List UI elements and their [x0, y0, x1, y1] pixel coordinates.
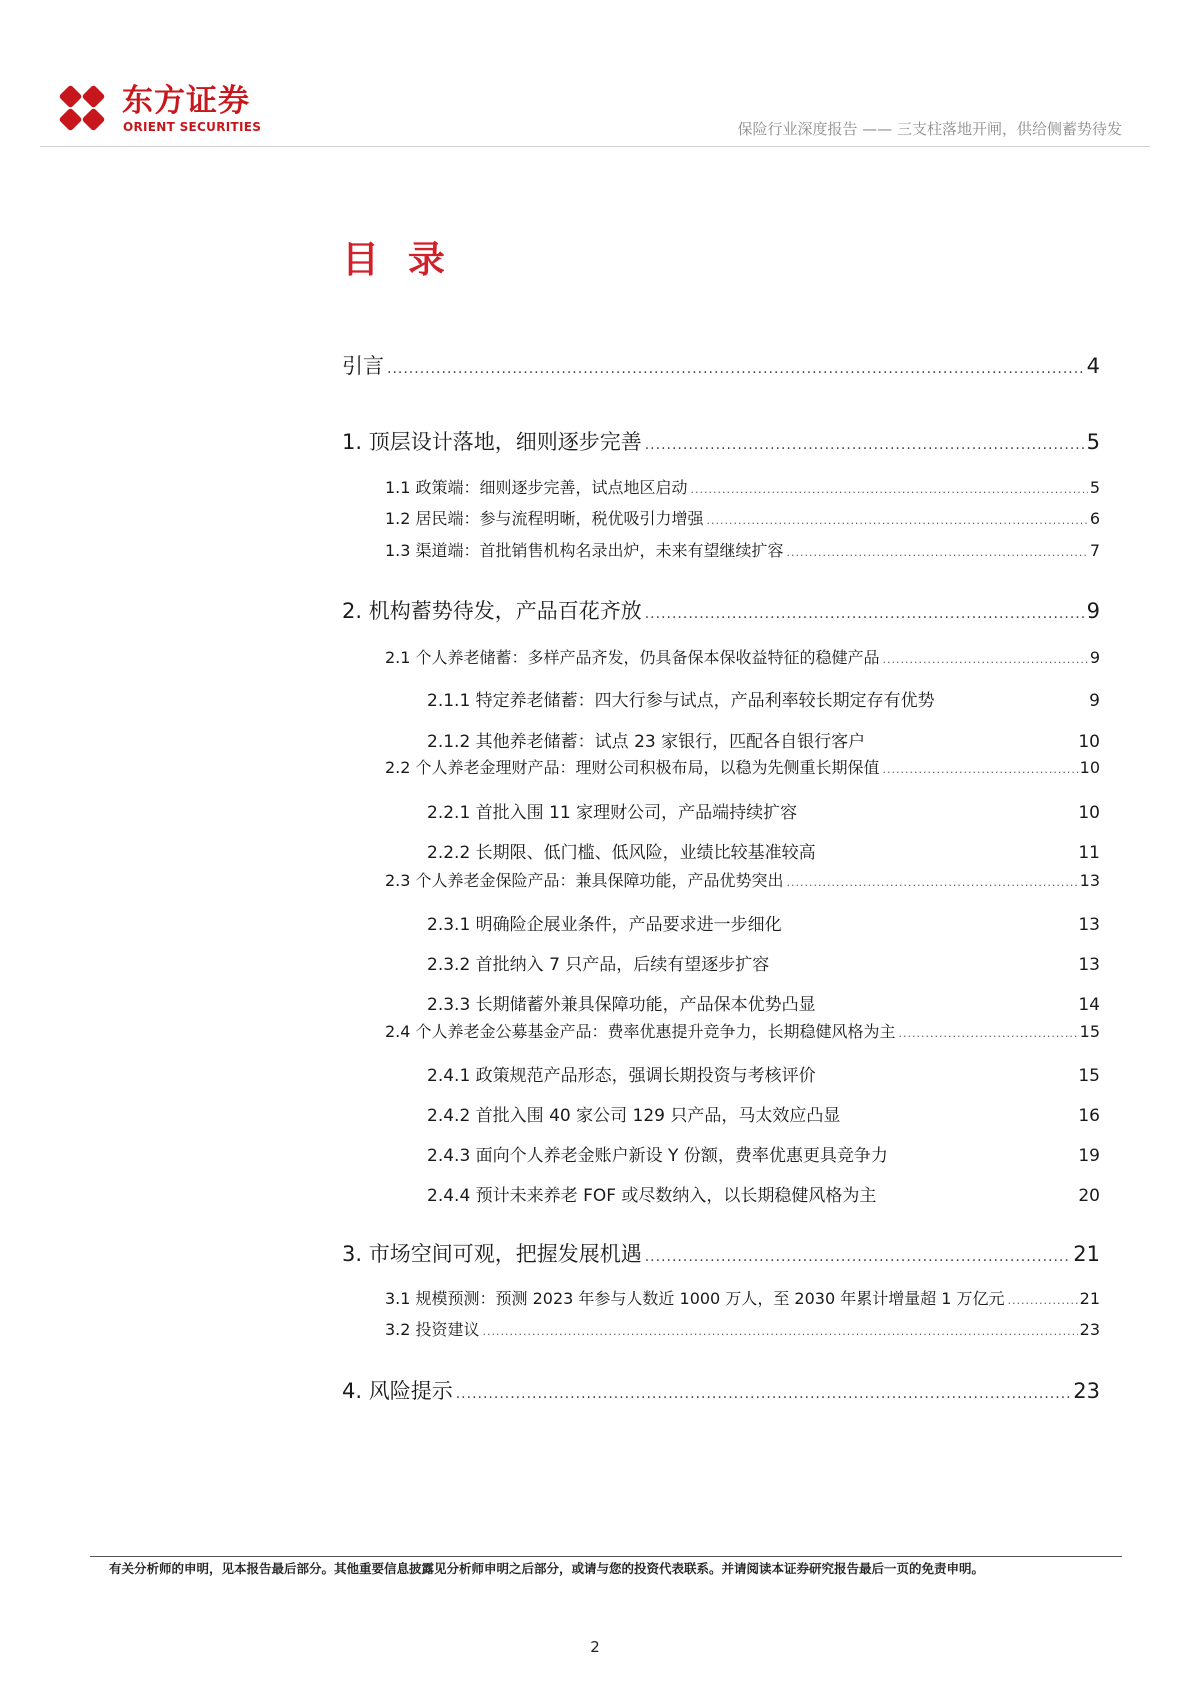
toc-leader-dots — [645, 606, 1085, 622]
header-divider — [40, 146, 1150, 147]
toc-entry-label: 3. 市场空间可观，把握发展机遇 — [342, 1242, 642, 1266]
toc-leader-dots — [787, 546, 1088, 559]
toc-entry-page: 13 — [1078, 915, 1100, 935]
toc-entry-label: 1.3 渠道端：首批销售机构名录出炉，未来有望继续扩容 — [385, 541, 784, 560]
toc-entry[interactable] — [342, 1375, 1100, 1403]
toc-leader-dots — [645, 1249, 1072, 1265]
logo-name-en: ORIENT SECURITIES — [123, 120, 262, 134]
toc-entry-page: 9 — [1089, 648, 1100, 667]
toc-entry-label: 1.1 政策端：细则逐步完善，试点地区启动 — [385, 478, 688, 497]
toc-entry-label: 2.4.1 政策规范产品形态，强调长期投资与考核评价 — [427, 1066, 816, 1086]
toc-title: 目 录 — [342, 238, 453, 281]
footer-disclaimer: 有关分析师的申明，见本报告最后部分。其他重要信息披露见分析师申明之后部分，或请与您的投资代表联系。并请阅读本证券研究报告最后一页的免责申明。 — [109, 1561, 985, 1576]
toc-entry-page: 15 — [1078, 1066, 1100, 1086]
toc-entry[interactable] — [427, 910, 1100, 938]
toc-entry[interactable] — [342, 1238, 1100, 1266]
toc-entry-label: 2.2 个人养老金理财产品：理财公司积极布局，以稳为先侧重长期保值 — [385, 758, 880, 777]
toc-entry[interactable] — [427, 1061, 1100, 1089]
toc-entry-label: 2.4.4 预计未来养老 FOF 或尽数纳入，以长期稳健风格为主 — [427, 1186, 877, 1206]
toc-leader-dots — [456, 1386, 1072, 1402]
toc-entry-page: 10 — [1078, 803, 1100, 823]
toc-entry[interactable] — [427, 838, 1100, 866]
toc-entry[interactable] — [427, 798, 1100, 826]
toc-entry-page: 7 — [1089, 541, 1100, 560]
toc-entry-page: 16 — [1078, 1106, 1100, 1126]
toc-entry-label: 2.2.1 首批入围 11 家理财公司，产品端持续扩容 — [427, 803, 798, 823]
toc-entry-page: 23 — [1079, 1320, 1100, 1339]
toc-entry-page: 10 — [1078, 732, 1100, 752]
toc-entry-label: 2.3 个人养老金保险产品：兼具保障功能，产品优势突出 — [385, 871, 784, 890]
toc-entry[interactable] — [427, 1181, 1100, 1209]
toc-entry-label: 2.4 个人养老金公募基金产品：费率优惠提升竞争力，长期稳健风格为主 — [385, 1022, 896, 1041]
toc-entry-label: 4. 风险提示 — [342, 1379, 453, 1403]
toc-entry[interactable] — [385, 1317, 1100, 1345]
toc-entry[interactable] — [385, 506, 1100, 534]
toc-entry[interactable] — [385, 1286, 1100, 1314]
toc-entry[interactable] — [385, 868, 1100, 896]
toc-entry[interactable] — [427, 950, 1100, 978]
toc-leader-dots — [707, 514, 1088, 527]
toc-entry-page: 6 — [1089, 509, 1100, 528]
toc-entry-label: 2. 机构蓄势待发，产品百花齐放 — [342, 599, 642, 623]
toc-entry-label: 2.1.1 特定养老储蓄：四大行参与试点，产品利率较长期定存有优势 — [427, 691, 935, 711]
toc-entry[interactable] — [342, 595, 1100, 623]
toc-entry[interactable] — [427, 1141, 1100, 1169]
page-number: 2 — [590, 1638, 600, 1656]
toc-entry-page: 5 — [1086, 430, 1100, 454]
toc-entry-page: 21 — [1073, 1242, 1100, 1266]
toc-entry[interactable] — [385, 645, 1100, 673]
toc-entry-page: 14 — [1078, 995, 1100, 1015]
toc-entry-page: 13 — [1078, 955, 1100, 975]
toc-entry[interactable] — [385, 755, 1100, 783]
toc-entry[interactable] — [385, 538, 1100, 566]
toc-entry-label: 2.3.1 明确险企展业条件，产品要求进一步细化 — [427, 915, 782, 935]
toc-leader-dots — [1008, 1294, 1078, 1307]
toc-entry-label: 3.2 投资建议 — [385, 1320, 480, 1339]
toc-entry-label: 1.2 居民端：参与流程明晰，税优吸引力增强 — [385, 509, 704, 528]
toc-entry-label: 2.4.2 首批入围 40 家公司 129 只产品，马太效应凸显 — [427, 1106, 841, 1126]
toc-entry[interactable] — [342, 350, 1100, 378]
toc-entry[interactable] — [385, 475, 1100, 503]
toc-entry-label: 1. 顶层设计落地，细则逐步完善 — [342, 430, 642, 454]
toc-entry-page: 21 — [1079, 1289, 1100, 1308]
toc-entry[interactable] — [427, 1101, 1100, 1129]
toc-entry-label: 2.3.3 长期储蓄外兼具保障功能，产品保本优势凸显 — [427, 995, 816, 1015]
toc-leader-dots — [883, 763, 1078, 776]
toc-entry-label: 引言 — [342, 354, 384, 378]
toc-entry-page: 9 — [1086, 599, 1100, 623]
toc-leader-dots — [691, 483, 1088, 496]
toc-leader-dots — [483, 1325, 1078, 1338]
footer-divider — [90, 1556, 1122, 1557]
toc-entry-page: 11 — [1078, 843, 1100, 863]
orient-logo-mark — [52, 78, 112, 138]
toc-entry-page: 9 — [1089, 691, 1100, 711]
toc-leader-dots — [899, 1027, 1078, 1040]
toc-entry-page: 4 — [1086, 354, 1100, 378]
toc-entry-label: 3.1 规模预测：预测 2023 年参与人数近 1000 万人，至 2030 年累计增量超 1 万亿元 — [385, 1289, 1005, 1308]
toc-entry[interactable] — [342, 426, 1100, 454]
toc-entry-page: 20 — [1078, 1186, 1100, 1206]
toc-entry-page: 10 — [1079, 758, 1100, 777]
toc-entry-label: 2.4.3 面向个人养老金账户新设 Y 份额，费率优惠更具竞争力 — [427, 1146, 888, 1166]
toc-entry-label: 2.2.2 长期限、低门槛、低风险，业绩比较基准较高 — [427, 843, 816, 863]
toc-entry[interactable] — [427, 990, 1100, 1018]
toc-entry-page: 5 — [1089, 478, 1100, 497]
toc-leader-dots — [787, 876, 1078, 889]
toc-leader-dots — [883, 653, 1088, 666]
toc-entry-page: 23 — [1073, 1379, 1100, 1403]
toc-entry-page: 13 — [1079, 871, 1100, 890]
toc-entry[interactable] — [385, 1019, 1100, 1047]
logo-name-cn: 东方证券 — [122, 83, 250, 119]
toc-leader-dots — [645, 437, 1085, 453]
toc-entry[interactable] — [427, 727, 1100, 755]
company-logo — [52, 78, 292, 138]
toc-entry-label: 2.1 个人养老储蓄：多样产品齐发，仍具备保本保收益特征的稳健产品 — [385, 648, 880, 667]
toc-entry[interactable] — [427, 686, 1100, 714]
toc-entry-label: 2.3.2 首批纳入 7 只产品，后续有望逐步扩容 — [427, 955, 770, 975]
toc-entry-page: 19 — [1078, 1146, 1100, 1166]
toc-entry-label: 2.1.2 其他养老储蓄：试点 23 家银行，匹配各自银行客户 — [427, 732, 866, 752]
report-header-title: 保险行业深度报告 —— 三支柱落地开闸，供给侧蓄势待发 — [737, 120, 1122, 138]
toc-leader-dots — [387, 361, 1085, 377]
toc-entry-page: 15 — [1079, 1022, 1100, 1041]
